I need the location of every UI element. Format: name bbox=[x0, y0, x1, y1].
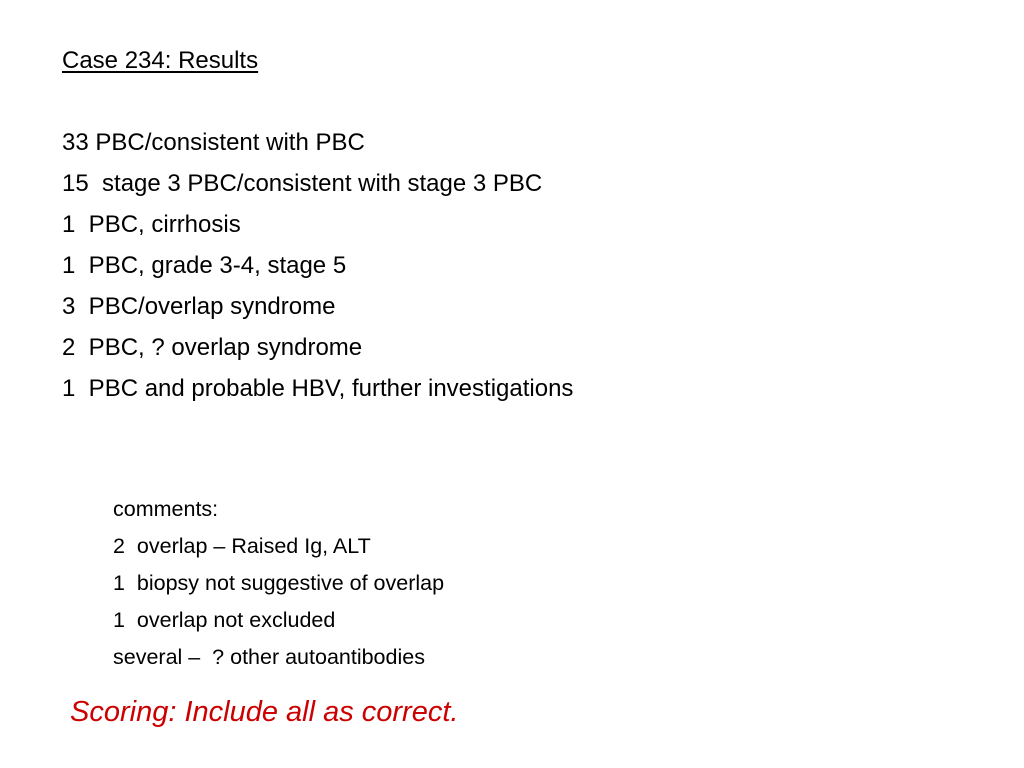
results-list bbox=[62, 127, 573, 414]
result-item: 15 stage 3 PBC/consistent with stage 3 PBC bbox=[62, 170, 543, 197]
result-item: 1 PBC, grade 3-4, stage 5 bbox=[62, 252, 347, 279]
scoring-note: Scoring: Include all as correct. bbox=[70, 696, 459, 728]
result-item: 1 PBC and probable HBV, further investigations bbox=[62, 375, 574, 402]
result-item: 33 PBC/consistent with PBC bbox=[62, 129, 365, 156]
comments-heading: comments: bbox=[113, 497, 219, 521]
result-item: 1 PBC, cirrhosis bbox=[62, 211, 241, 238]
page-title: Case 234: Results bbox=[62, 47, 259, 74]
comment-item: 1 biopsy not suggestive of overlap bbox=[113, 571, 445, 595]
result-item: 3 PBC/overlap syndrome bbox=[62, 293, 336, 320]
comment-item: 1 overlap not excluded bbox=[113, 608, 336, 632]
comments-list bbox=[113, 494, 444, 679]
result-item: 2 PBC, ? overlap syndrome bbox=[62, 334, 363, 361]
comment-item: 2 overlap – Raised Ig, ALT bbox=[113, 534, 371, 558]
comment-item: several – ? other autoantibodies bbox=[113, 645, 425, 669]
